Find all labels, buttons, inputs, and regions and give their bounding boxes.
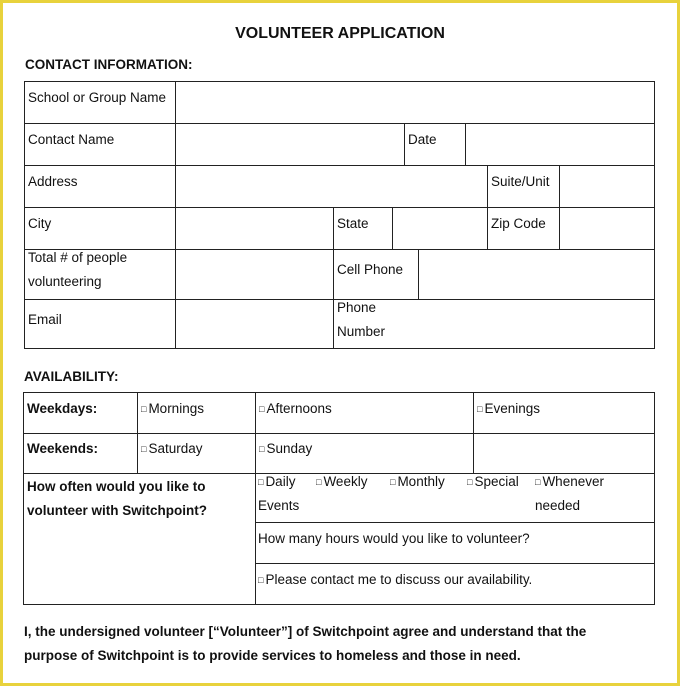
contact-me-checkbox[interactable]: □ bbox=[258, 575, 264, 585]
agreement-line-2: purpose of Switchpoint is to provide services to homeless and those in need. bbox=[24, 648, 521, 663]
events-label: Events bbox=[258, 498, 300, 513]
state-field[interactable] bbox=[393, 208, 487, 249]
monthly-checkbox[interactable]: □ bbox=[390, 477, 396, 487]
special-events-checkbox[interactable]: □ bbox=[467, 477, 473, 487]
monthly-label: Monthly bbox=[397, 474, 445, 489]
contact-me-option[interactable] bbox=[258, 568, 532, 593]
weekly-checkbox[interactable]: □ bbox=[316, 477, 322, 487]
monthly-option[interactable] bbox=[390, 470, 445, 495]
saturday-option[interactable] bbox=[141, 437, 202, 462]
daily-checkbox[interactable]: □ bbox=[258, 477, 264, 487]
total-people-field[interactable] bbox=[176, 250, 333, 299]
special-label: Special bbox=[474, 474, 519, 489]
how-often-label-2: volunteer with Switchpoint? bbox=[27, 503, 207, 518]
email-field[interactable] bbox=[176, 300, 333, 348]
state-label: State bbox=[337, 216, 369, 231]
saturday-checkbox[interactable]: □ bbox=[141, 444, 147, 454]
total-people-label-2: volunteering bbox=[28, 274, 102, 289]
weekdays-label: Weekdays: bbox=[27, 401, 98, 416]
how-often-label-1: How often would you like to bbox=[27, 479, 206, 494]
date-field[interactable] bbox=[466, 124, 654, 165]
address-label: Address bbox=[28, 174, 78, 189]
contact-name-field[interactable] bbox=[176, 124, 404, 165]
zip-label: Zip Code bbox=[491, 216, 546, 231]
daily-option[interactable] bbox=[258, 470, 295, 495]
saturday-label: Saturday bbox=[148, 441, 203, 456]
whenever-label: Whenever bbox=[542, 474, 604, 489]
school-field[interactable] bbox=[176, 82, 654, 123]
weekends-label: Weekends: bbox=[27, 441, 99, 456]
sunday-label: Sunday bbox=[266, 441, 313, 456]
phone-label-1: Phone bbox=[337, 300, 377, 315]
needed-label: needed bbox=[535, 498, 581, 513]
sunday-option[interactable] bbox=[259, 437, 312, 462]
afternoons-label: Afternoons bbox=[266, 401, 332, 416]
zip-field[interactable] bbox=[560, 208, 654, 249]
mornings-checkbox[interactable]: □ bbox=[141, 404, 147, 414]
school-label: School or Group Name bbox=[28, 90, 167, 105]
city-field[interactable] bbox=[176, 208, 333, 249]
phone-label-2: Number bbox=[337, 324, 386, 339]
contact-me-label: Please contact me to discuss our availability. bbox=[265, 572, 533, 587]
whenever-needed-option[interactable] bbox=[535, 470, 604, 495]
evenings-option[interactable] bbox=[477, 397, 540, 422]
weekly-label: Weekly bbox=[323, 474, 368, 489]
weekly-option[interactable] bbox=[316, 470, 367, 495]
agreement-line-1: I, the undersigned volunteer [“Volunteer”] of Switchpoint agree and understand that the bbox=[24, 624, 587, 639]
address-field[interactable] bbox=[176, 166, 487, 207]
afternoons-option[interactable] bbox=[259, 397, 332, 422]
cell-phone-field[interactable] bbox=[419, 250, 654, 299]
suite-label: Suite/Unit bbox=[491, 174, 550, 189]
evenings-checkbox[interactable]: □ bbox=[477, 404, 483, 414]
contact-name-label: Contact Name bbox=[28, 132, 115, 147]
cell-phone-label: Cell Phone bbox=[337, 262, 404, 277]
suite-field[interactable] bbox=[560, 166, 654, 207]
sunday-checkbox[interactable]: □ bbox=[259, 444, 265, 454]
agreement-paragraph bbox=[24, 620, 644, 668]
mornings-option[interactable] bbox=[141, 397, 204, 422]
daily-label: Daily bbox=[265, 474, 296, 489]
total-people-label-1: Total # of people bbox=[28, 250, 128, 265]
special-events-option[interactable] bbox=[467, 470, 519, 495]
city-label: City bbox=[28, 216, 52, 231]
afternoons-checkbox[interactable]: □ bbox=[259, 404, 265, 414]
date-label: Date bbox=[408, 132, 437, 147]
phone-field[interactable] bbox=[395, 300, 654, 348]
evenings-label: Evenings bbox=[484, 401, 540, 416]
availability-heading: AVAILABILITY: bbox=[24, 369, 119, 384]
hours-question: How many hours would you like to volunteer? bbox=[258, 531, 530, 546]
mornings-label: Mornings bbox=[148, 401, 204, 416]
whenever-needed-checkbox[interactable]: □ bbox=[535, 477, 541, 487]
page-title: VOLUNTEER APPLICATION bbox=[235, 25, 445, 42]
email-label: Email bbox=[28, 312, 62, 327]
contact-heading: CONTACT INFORMATION: bbox=[25, 57, 193, 72]
